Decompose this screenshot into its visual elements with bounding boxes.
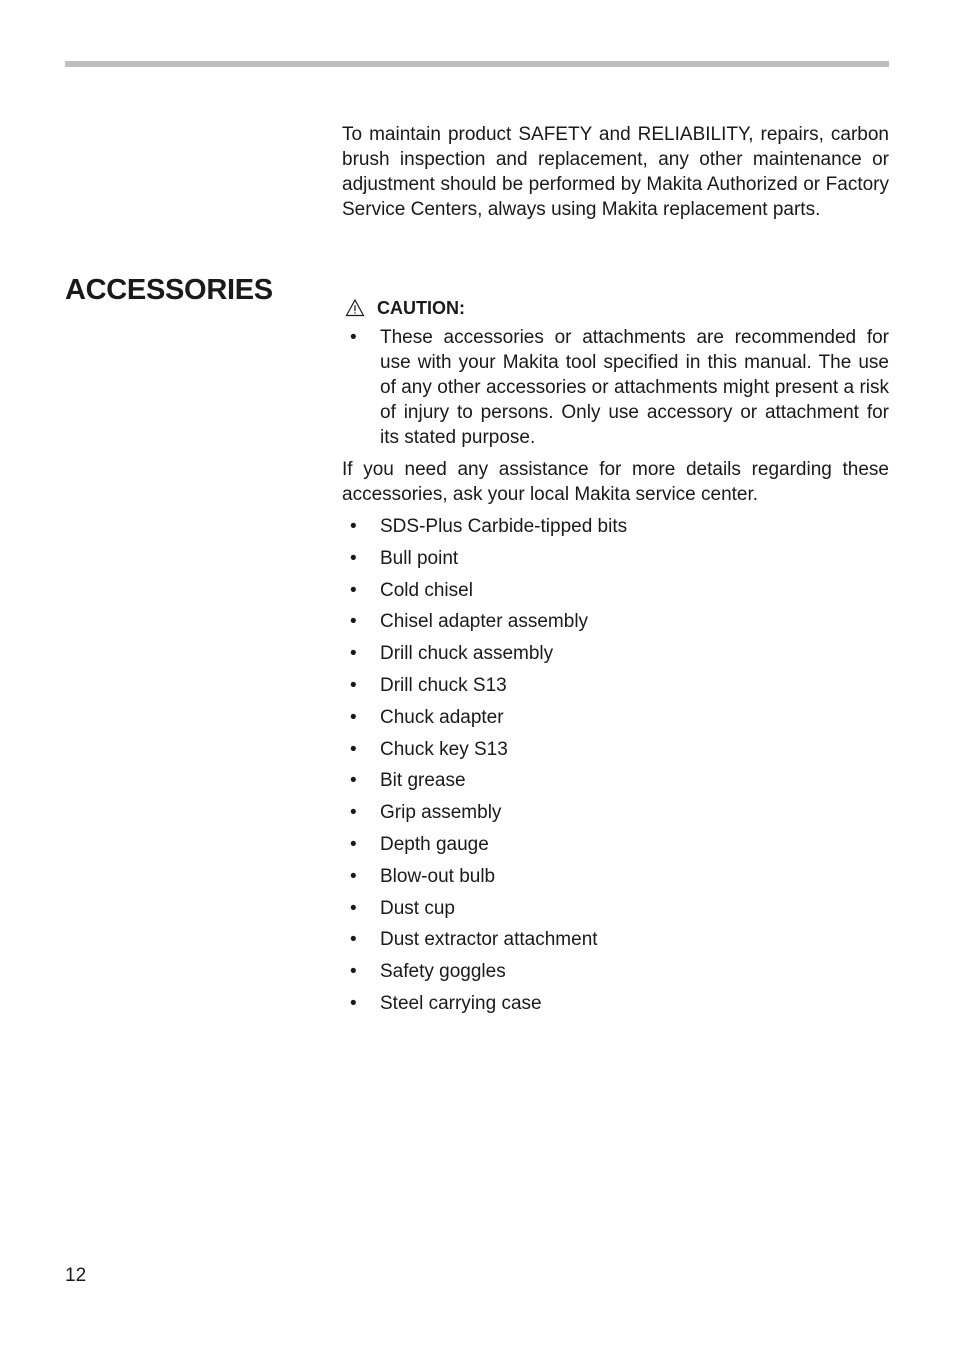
bullet-icon: • xyxy=(350,961,357,983)
bullet-icon: • xyxy=(350,738,357,760)
maintenance-notice: To maintain product SAFETY and RELIABILITY, repairs, carbon brush inspection and replacement, any other maintenance or adjustment should be performed by Makita Authorized or Factory Service Centers, always using Makita replacement parts. xyxy=(342,124,889,220)
list-item xyxy=(342,832,889,864)
accessory-name: Drill chuck assembly xyxy=(380,643,554,665)
accessory-name: Bit grease xyxy=(380,770,466,792)
caution-item-text: These accessories or attachments are recommended for use with your Makita tool specified in this manual. The use of any other accessories or attachments might present a risk of injury to persons. Only use accessory or attachment for its stated purpose. xyxy=(380,327,889,448)
list-item xyxy=(342,991,889,1023)
accessory-name: Dust cup xyxy=(380,897,455,919)
bullet-icon: • xyxy=(350,516,357,537)
bullet-icon: • xyxy=(350,706,357,728)
bullet-icon: • xyxy=(350,833,357,855)
section-title-accessories: ACCESSORIES xyxy=(65,274,273,306)
bullet-icon: • xyxy=(350,802,357,824)
warning-triangle-icon xyxy=(345,298,365,318)
accessory-name: Blow-out bulb xyxy=(380,865,496,887)
caution-item xyxy=(342,325,889,450)
list-item xyxy=(342,800,889,832)
caution-label: CAUTION: xyxy=(377,297,465,318)
accessory-name: Chuck key S13 xyxy=(380,738,508,760)
accessory-name: Steel carrying case xyxy=(380,992,542,1014)
list-item xyxy=(342,705,889,737)
caution-heading xyxy=(342,295,889,321)
bullet-icon: • xyxy=(350,547,357,569)
list-item xyxy=(342,959,889,991)
accessory-list xyxy=(342,514,889,1023)
bullet-icon: • xyxy=(350,992,357,1014)
bullet-icon: • xyxy=(350,643,357,665)
accessory-name: Bull point xyxy=(380,547,459,569)
bullet-icon: • xyxy=(350,674,357,696)
list-item xyxy=(342,896,889,928)
list-item xyxy=(342,673,889,705)
bullet-icon: • xyxy=(350,611,357,633)
accessory-name: Dust extractor attachment xyxy=(380,929,598,951)
page-number: 12 xyxy=(65,1265,87,1286)
accessory-name: SDS-Plus Carbide-tipped bits xyxy=(380,516,628,537)
accessory-name: Chisel adapter assembly xyxy=(380,611,589,633)
bullet-icon: • xyxy=(350,579,357,601)
list-item xyxy=(342,864,889,896)
list-item xyxy=(342,514,889,546)
accessory-name: Depth gauge xyxy=(380,833,489,855)
accessory-name: Safety goggles xyxy=(380,961,506,983)
bullet-icon: • xyxy=(350,770,357,792)
bullet-icon: • xyxy=(350,929,357,951)
assistance-paragraph: If you need any assistance for more details regarding these accessories, ask your local Makita service center. xyxy=(342,459,889,505)
accessory-name: Chuck adapter xyxy=(380,706,504,728)
list-item xyxy=(342,927,889,959)
list-item xyxy=(342,768,889,800)
bullet-icon: • xyxy=(350,897,357,919)
top-rule xyxy=(65,61,889,67)
bullet-icon: • xyxy=(350,865,357,887)
list-item xyxy=(342,609,889,641)
accessories-content xyxy=(342,295,889,1023)
accessory-name: Drill chuck S13 xyxy=(380,674,507,696)
accessory-name: Cold chisel xyxy=(380,579,473,601)
bullet-icon: • xyxy=(350,327,357,348)
accessory-name: Grip assembly xyxy=(380,802,502,824)
list-item xyxy=(342,737,889,769)
list-item xyxy=(342,641,889,673)
list-item xyxy=(342,578,889,610)
list-item xyxy=(342,546,889,578)
